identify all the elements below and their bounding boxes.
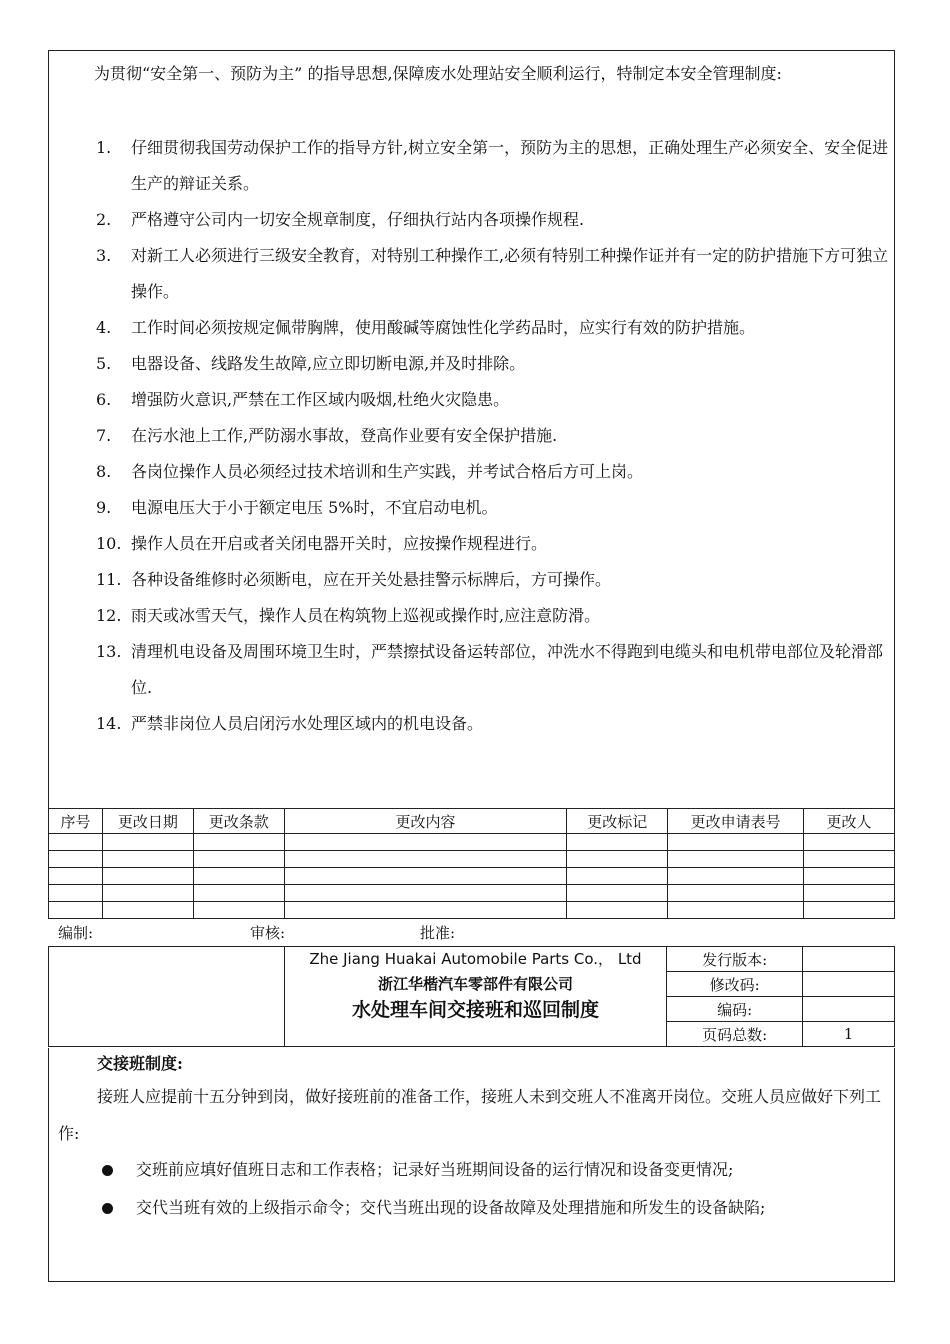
rule-text: 清理机电设备及周围环境卫生时，严禁擦拭设备运转部位，冲洗水不得跑到电缆头和电机带电部位及轮滑部位. <box>131 642 884 697</box>
rule-text: 雨天或冰雪天气，操作人员在构筑物上巡视或操作时,应注意防滑。 <box>131 606 601 625</box>
list-item <box>98 1190 888 1226</box>
list-item <box>58 130 890 202</box>
col-header-mark: 更改标记 <box>567 809 668 834</box>
rule-number: 9. <box>96 498 112 517</box>
list-item <box>58 418 890 454</box>
list-item <box>58 202 890 238</box>
col-header-date: 更改日期 <box>102 809 193 834</box>
list-item <box>58 526 890 562</box>
rule-text: 增强防火意识,严禁在工作区域内吸烟,杜绝火灾隐患。 <box>131 390 510 409</box>
bullet-icon <box>102 1165 113 1176</box>
list-item <box>58 598 890 634</box>
rule-number: 8. <box>96 462 112 481</box>
rule-text: 严格遵守公司内一切安全规章制度，仔细执行站内各项操作规程. <box>131 210 585 229</box>
rule-text: 电源电压大于小于额定电压 5%时，不宜启动电机。 <box>131 498 498 517</box>
table-row <box>49 868 895 885</box>
rule-text: 操作人员在开启或者关闭电器开关时，应按操作规程进行。 <box>131 534 548 553</box>
rule-number: 10. <box>96 534 122 553</box>
rule-number: 13. <box>96 642 122 661</box>
approved-by-label: 批准: <box>420 924 456 942</box>
prepared-by-label: 编制: <box>58 924 94 942</box>
rule-number: 7. <box>96 426 112 445</box>
rule-text: 对新工人必须进行三级安全教育，对特别工种操作工,必须有特别工种操作证并有一定的防护措施下方可独立操作。 <box>131 246 889 301</box>
list-item <box>58 346 890 382</box>
rule-text: 电器设备、线路发生故障,应立即切断电源,并及时排除。 <box>131 354 526 373</box>
col-header-changer: 更改人 <box>804 809 895 834</box>
code-value <box>803 997 895 1022</box>
list-item <box>58 310 890 346</box>
col-header-content: 更改内容 <box>284 809 567 834</box>
table-row <box>49 851 895 868</box>
intro-text: 为贯彻“安全第一、预防为主” 的指导思想,保障废水处理站安全顺利运行，特制定本安全管理制度: <box>94 64 782 83</box>
rule-number: 4. <box>96 318 112 337</box>
rule-number: 14. <box>96 714 122 733</box>
logo-cell <box>49 947 285 1047</box>
bullet-icon <box>102 1203 113 1214</box>
version-label: 发行版本: <box>667 947 803 972</box>
list-item <box>58 706 890 742</box>
revision-label: 修改码: <box>667 972 803 997</box>
rule-text: 在污水池上工作,严防溺水事故，登高作业要有安全保护措施. <box>131 426 558 445</box>
handover-intro-paragraph <box>58 1078 890 1152</box>
rule-text: 仔细贯彻我国劳动保护工作的指导方针,树立安全第一，预防为主的思想，正确处理生产必须安全、安全促进生产的辩证关系。 <box>131 138 889 193</box>
list-item <box>58 490 890 526</box>
list-item <box>58 454 890 490</box>
document-title: 水处理车间交接班和巡回制度 <box>351 999 599 1021</box>
handover-intro-text: 接班人应提前十五分钟到岗，做好接班前的准备工作，接班人未到交班人不准离开岗位。交班人员应做好下列工作: <box>58 1087 882 1143</box>
change-table-header-row <box>49 809 895 834</box>
rule-number: 12. <box>96 606 122 625</box>
col-header-seq: 序号 <box>49 809 103 834</box>
list-item <box>58 238 890 310</box>
revision-value <box>803 972 895 997</box>
table-row <box>49 885 895 902</box>
company-name-cn: 浙江华楷汽车零部件有限公司 <box>377 975 573 993</box>
code-label: 编码: <box>667 997 803 1022</box>
list-item <box>98 1152 888 1188</box>
rule-number: 11. <box>96 570 122 589</box>
col-header-clause: 更改条款 <box>193 809 284 834</box>
col-header-request-no: 更改申请表号 <box>668 809 804 834</box>
safety-rules-list <box>58 130 890 742</box>
change-record-table <box>48 808 895 919</box>
rule-text: 严禁非岗位人员启闭污水处理区域内的机电设备。 <box>131 714 484 733</box>
page-count-label: 页码总数: <box>667 1022 803 1047</box>
document-header-table <box>48 946 895 1047</box>
rule-text: 各种设备维修时必须断电，应在开关处悬挂警示标牌后，方可操作。 <box>131 570 612 589</box>
handover-item-text: 交班前应填好值班日志和工作表格；记录好当班期间设备的运行情况和设备变更情况; <box>136 1160 734 1179</box>
rule-number: 6. <box>96 390 112 409</box>
handover-list <box>98 1152 888 1228</box>
table-row <box>49 902 895 919</box>
list-item <box>58 562 890 598</box>
handover-item-text: 交代当班有效的上级指示命令；交代当班出现的设备故障及处理措施和所发生的设备缺陷; <box>136 1198 766 1217</box>
list-item <box>58 634 890 706</box>
rule-number: 5. <box>96 354 112 373</box>
list-item <box>58 382 890 418</box>
reviewed-by-label: 审核: <box>250 924 286 942</box>
version-value <box>803 947 895 972</box>
rule-text: 各岗位操作人员必须经过技术培训和生产实践，并考试合格后方可上岗。 <box>131 462 644 481</box>
rule-text: 工作时间必须按规定佩带胸牌，使用酸碱等腐蚀性化学药品时，应实行有效的防护措施。 <box>131 318 756 337</box>
title-cell <box>284 947 667 1047</box>
page-count-value: 1 <box>803 1022 895 1047</box>
table-row <box>49 834 895 851</box>
rule-number: 1. <box>96 138 112 157</box>
rule-number: 2. <box>96 210 112 229</box>
company-name-en: Zhe Jiang Huakai Automobile Parts Co.， Ltd <box>309 950 642 968</box>
handover-heading: 交接班制度: <box>97 1054 183 1073</box>
intro-paragraph <box>58 55 890 92</box>
rule-number: 3. <box>96 246 112 265</box>
